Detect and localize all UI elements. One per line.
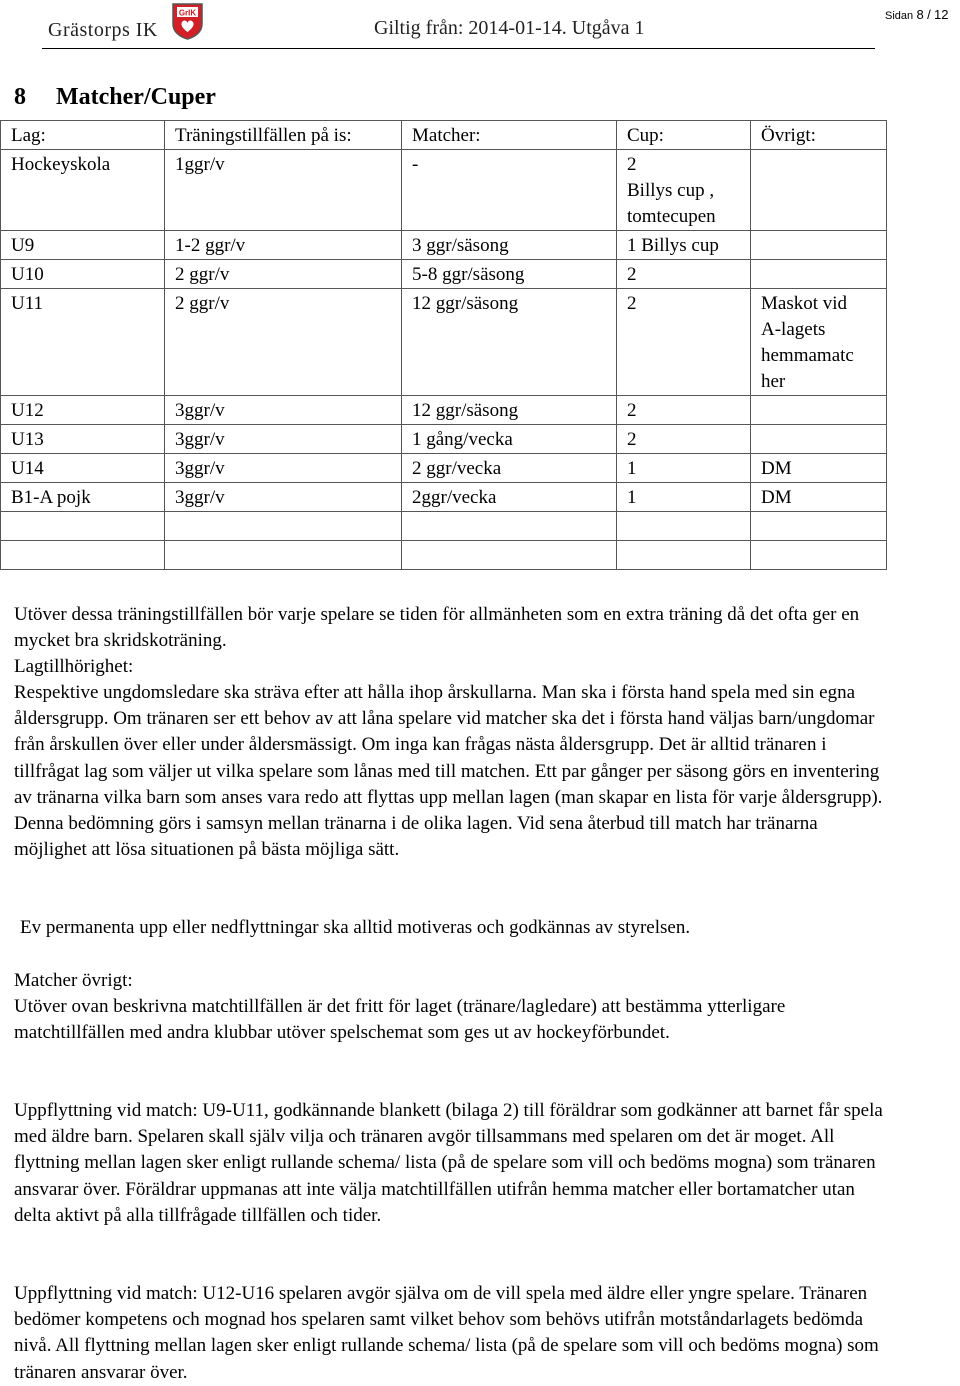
table-row [1,231,887,260]
cell-other: DM [751,483,887,512]
cell-ice-training: 3ggr/v [165,396,402,425]
cell-other [751,150,887,231]
cell-cup: 1 [617,483,751,512]
team-affiliation-heading: Lagtillhörighet: [14,656,134,677]
cell-cup: 2 Billys cup , tomtecupen [617,150,751,231]
cell-matches [402,512,617,541]
page-indicator [885,7,949,22]
cell-cup: 2 [617,396,751,425]
section-number: 8 [14,84,26,110]
cell-ice-training: 3ggr/v [165,483,402,512]
page-current: 8 [916,7,924,22]
header-divider [42,48,875,49]
club-logo [171,2,204,40]
cell-matches: 2ggr/vecka [402,483,617,512]
table-row [1,483,887,512]
header-cell-ice-training: Träningstillfällen på is: [165,121,402,150]
cell-matches: 12 ggr/säsong [402,289,617,396]
team-schedule-table [0,120,887,570]
cell-matches: 12 ggr/säsong [402,396,617,425]
cell-cup: 2 [617,289,751,396]
table-row [1,289,887,396]
section-title: Matcher/Cuper [56,84,216,110]
matches-other-heading: Matcher övrigt: [14,970,133,991]
team-affiliation-text: Respektive ungdomsledare ska sträva efter att hålla ihop årskullarna. Man ska i första hand spela med sin egna åldersgrupp. Om tränaren ser ett behov av att låna spelare vid matcher ska det i första hand väljas barn/ungdomar från årskullen över eller under åldersmässigt. Om inga kan frågas nästa åldersgrupp. Det är alltid tränaren i tillfrågat lag som väljer ut vilka spelare som lånas med till matchen. Ett par gånger per säsong görs en inventering av tränarna vilka barn som anses vara redo att flyttas upp mellan lagen (man skapar en lista för varje åldersgrupp). Denna bedömning görs i samsyn mellan tränarna i de olika lagen. Vid sena återbud till match har tränarna möjlighet att lösa situationen på bästa möjliga sätt. [14,682,883,861]
permanent-moves-text: Ev permanenta upp eller nedflyttningar ska alltid motiveras och godkännas av styrelsen. [20,917,691,938]
table-row [1,260,887,289]
cell-ice-training [165,541,402,570]
cell-cup: 2 [617,260,751,289]
table-row [1,150,887,231]
valid-from: Giltig från: 2014-01-14. Utgåva 1 [374,17,645,39]
cell-ice-training: 1ggr/v [165,150,402,231]
cell-matches: 1 gång/vecka [402,425,617,454]
cell-team: U13 [1,425,165,454]
cell-other [751,396,887,425]
cell-other [751,512,887,541]
cell-team [1,541,165,570]
table-row [1,454,887,483]
cell-cup: 1 [617,454,751,483]
cell-cup [617,541,751,570]
cell-team [1,512,165,541]
promotion-u9-u11-text: Uppflyttning vid match: U9-U11, godkännande blankett (bilaga 2) till föräldrar som godkänner att barnet får spela med äldre barn. Spelaren skall själv vilja och tränaren avgör tillsammans med spelaren om det är moget. All flyttning mellan lagen sker enligt rullande schema/ lista (på de spelare som vill och bedöms mogna) som tränaren ansvarar över. Föräldrar uppmanas att inte välja matchtillfällen utifrån hemma matcher eller bortamatcher utan delta aktivt på alla tillfrågade tillfällen och tider. [14,1100,883,1226]
cell-team: U10 [1,260,165,289]
cell-matches: 3 ggr/säsong [402,231,617,260]
cell-other [751,231,887,260]
header-cell-other: Övrigt: [751,121,887,150]
cell-matches [402,541,617,570]
matches-other-text: Utöver ovan beskrivna matchtillfällen är det fritt för laget (tränare/lagledare) att bestämma ytterligare matchtillfällen med andra klubbar utöver spelschemat som ges ut av hockeyförbundet. [14,996,786,1044]
club-name: Grästorps IK [48,19,158,41]
cell-ice-training: 1-2 ggr/v [165,231,402,260]
cell-matches: 2 ggr/vecka [402,454,617,483]
table-row [1,396,887,425]
table-header-row [1,121,887,150]
intro-paragraph: Utöver dessa träningstillfällen bör varje spelare se tiden för allmänheten som en extra träning då det ofta ger en mycket bra skridskoträning. [14,604,860,652]
cell-cup: 1 Billys cup [617,231,751,260]
table-row [1,512,887,541]
cell-other [751,260,887,289]
cell-ice-training: 2 ggr/v [165,289,402,396]
cell-other: DM [751,454,887,483]
cell-ice-training: 2 ggr/v [165,260,402,289]
cell-ice-training [165,512,402,541]
cell-matches: - [402,150,617,231]
cell-team: U11 [1,289,165,396]
cell-team: U12 [1,396,165,425]
cell-ice-training: 3ggr/v [165,454,402,483]
header-cell-cup: Cup: [617,121,751,150]
page-total: 12 [934,7,949,22]
page-label: Sidan [885,10,914,22]
table-row [1,541,887,570]
header-cell-matches: Matcher: [402,121,617,150]
section-heading [14,84,216,111]
cell-team: Hockeyskola [1,150,165,231]
cell-other [751,541,887,570]
cell-matches: 5-8 ggr/säsong [402,260,617,289]
svg-text:GrIK: GrIK [178,8,197,18]
promotion-u12-u16-text: Uppflyttning vid match: U12-U16 spelaren avgör själva om de vill spela med äldre eller yngre spelare. Tränaren bedömer kompetens och mognad hos spelaren samt vilket behov som behövs utifrån motståndarlagets bedömda nivå. All flyttning mellan lagen sker enligt rullande schema/ lista (på de spelare som vill och bedöms mogna) som tränaren ansvarar över. [14,1283,879,1383]
page-separator: / [927,7,931,22]
cell-team: U9 [1,231,165,260]
cell-team: U14 [1,454,165,483]
cell-other: Maskot vid A-lagets hemmamatc her [751,289,887,396]
cell-other [751,425,887,454]
cell-team: B1-A pojk [1,483,165,512]
cell-ice-training: 3ggr/v [165,425,402,454]
cell-cup: 2 [617,425,751,454]
table-row [1,425,887,454]
header-cell-team: Lag: [1,121,165,150]
cell-cup [617,512,751,541]
